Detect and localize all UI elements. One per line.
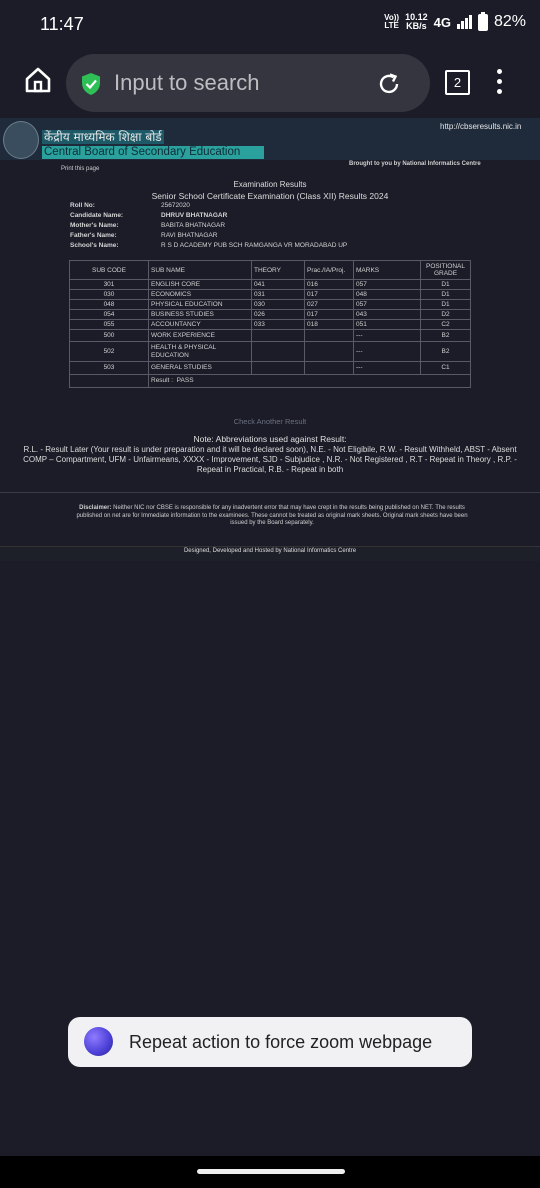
signal-icon <box>457 15 472 29</box>
browser-toolbar <box>0 48 540 118</box>
home-icon[interactable] <box>24 66 52 94</box>
disclaimer: Disclaimer: Neither NIC nor CBSE is responsible for any inadvertent error that may have crept in the results being published on NET. The results published on net are for Immediate information to the examinees. These cannot be treated as original mark sheets. Original mark sheets have been issued by the Board separately. <box>76 505 468 526</box>
address-bar[interactable] <box>66 54 430 112</box>
table-row: 054 BUSINESS STUDIES 026 017 043 D2 <box>70 310 471 320</box>
table-row: 502 HEALTH & PHYSICAL EDUCATION --- B2 <box>70 342 471 362</box>
page-subtitle: Senior School Certificate Examination (Class XII) Results 2024 <box>151 191 389 201</box>
volte-indicator: Vo)) LTE <box>384 13 400 30</box>
page-title: Examination Results <box>233 180 307 189</box>
table-row: 030 ECONOMICS 031 017 048 D1 <box>70 290 471 300</box>
status-icons <box>384 13 526 31</box>
network-type: 4G <box>433 14 451 30</box>
shield-icon <box>80 72 102 96</box>
table-row: 500 WORK EXPERIENCE --- B2 <box>70 330 471 342</box>
note-title: Note: Abbreviations used against Result: <box>193 434 347 444</box>
print-link[interactable]: Print this page <box>61 166 100 172</box>
result-value: PASS <box>176 377 194 384</box>
status-bar <box>0 0 540 48</box>
table-row: 301 ENGLISH CORE 041 016 057 D1 <box>70 280 471 290</box>
cbse-logo <box>3 121 39 159</box>
table-header: SUB CODE SUB NAME THEORY Prac./IA/Proj. MARKS POSITIONAL GRADE <box>70 261 471 280</box>
reload-icon[interactable] <box>376 71 402 97</box>
browser-logo-icon <box>84 1027 113 1056</box>
zoom-toast <box>68 1017 472 1067</box>
navigation-bar <box>0 1156 540 1188</box>
footer-text: Designed, Developed and Hosted by National Informatics Centre <box>183 548 357 554</box>
check-another-result-link[interactable]: Check Another Result <box>233 417 307 426</box>
board-name: Central Board of Secondary Education <box>42 146 264 159</box>
network-speed: 10.12 KB/s <box>405 12 428 31</box>
table-row: 055 ACCOUNTANCY 033 018 051 C2 <box>70 320 471 330</box>
brought-by: Brought to you by National Informatics Centre <box>349 161 481 167</box>
site-url: http://cbseresults.nic.in <box>440 122 522 131</box>
hindi-title: केंद्रीय माध्यमिक शिक्षा बोर्ड <box>44 130 162 144</box>
clock: 11:47 <box>40 14 84 34</box>
marks-table <box>69 260 471 388</box>
search-input[interactable] <box>114 70 364 96</box>
battery-percent: 82% <box>493 13 526 30</box>
site-header <box>0 118 540 160</box>
table-row: 503 GENERAL STUDIES --- C1 <box>70 362 471 375</box>
divider <box>0 492 540 493</box>
note-body: R.L. - Result Later (Your result is under preparation and it will be declared soon), N.E. - Not Eligibile, R.W. - Result Withheld, ABST - Absent COMP – Compartment, UFM - Unfairmeans, XXXX - Improvement, SJD - Subjudice , N.R. - Not Registered , R.T - Repeat in Theory , R.P. - Repeat in Practical, R.B. - Repeat in both <box>23 445 517 474</box>
result-label: Result : <box>151 377 174 384</box>
home-gesture-handle[interactable] <box>197 1169 345 1174</box>
battery-icon <box>478 14 488 31</box>
result-row <box>70 375 471 388</box>
more-menu-icon[interactable] <box>496 69 504 95</box>
table-row: 048 PHYSICAL EDUCATION 030 027 057 D1 <box>70 300 471 310</box>
tabs-button[interactable]: 2 <box>445 70 470 95</box>
webpage: केंद्रीय माध्यमिक शिक्षा बोर्ड Central Board of Secondary Education http://cbseresults.nic.in Print this page Brought to you by National Informatics Centre Examination Results Senior School Certificate Examination (Class XII) Results 2024 Roll No: 25672020 Candidate Name: DHRUV BHATNAGAR Mother's Name: BABITA BHATNAGAR Father's Name: RAVI BHATNAGAR School's Name: R S D ACADEMY PUB SCH RAMGANGA VR MORADABAD UP SUB CODE SUB NAME THEORY Prac./IA/Proj. MARKS POSITIONAL GRADE 301 ENGLISH CORE 041 016 057 D1 030 ECONOMICS 031 017 048 D1 048 PHYSICAL EDUCATION 030 027 057 D1 054 BUSINESS STUDIES 026 017 043 D2 055 ACCOUNTANCY 033 018 051 C2 500 WORK EXPERIENCE --- B2 502 HEALTH & PHYSICAL EDUCATION --- B2 503 GENERAL STUDIES --- C1 Result : PASS Check Another Result Note: Abbreviations used against Result: R.L. - Result Later (Your result is under preparation and it will be declared soon), N.E. - Not Eligibile, R.W. - Result Withheld, ABST - Absent COMP – Compartment, UFM - Unfairmeans, XXXX - Improvement, SJD - Subjudice , N.R. - Not Registered , R.T - Repeat in Theory , R.P. - Repeat in Practical, R.B. - Repeat in both Disclaimer: Neither NIC nor CBSE is responsible for any inadvertent error that may have crept in the results being published on NET. The results published on net are for Immediate information to the examinees. These cannot be treated as original mark sheets. Original mark sheets have been issued by the Board separately. Designed, Developed and Hosted by National Informatics Centre <box>0 118 540 562</box>
toast-text: Repeat action to force zoom webpage <box>129 1032 433 1052</box>
